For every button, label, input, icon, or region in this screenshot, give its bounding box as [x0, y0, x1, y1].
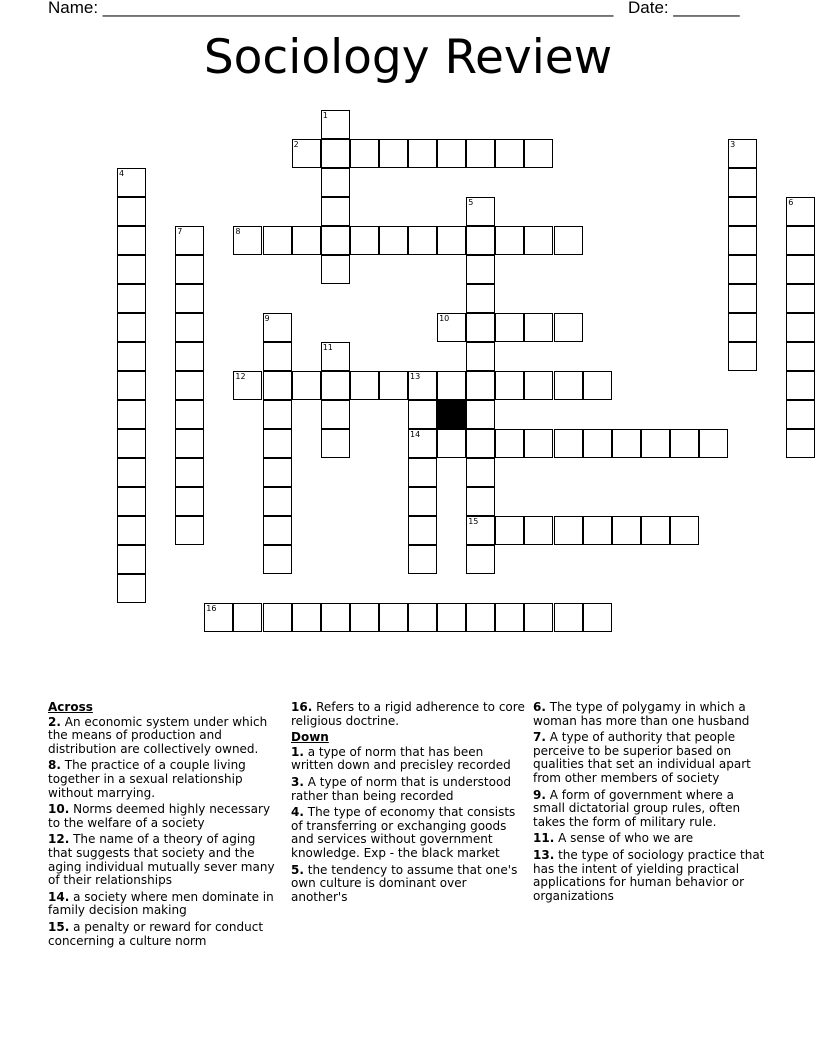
grid-cell[interactable] — [117, 574, 146, 603]
down-clue — [533, 789, 768, 830]
clue-text: Refers to a rigid adherence to core religious doctrine. — [291, 700, 525, 728]
grid-cell[interactable] — [408, 400, 437, 429]
grid-cell[interactable] — [641, 516, 670, 545]
clue-text: The name of a theory of aging that suggests that society and the aging individual mutually sever many of their relationships — [48, 832, 275, 888]
clue-number: 5 — [468, 198, 474, 207]
grid-cell[interactable] — [524, 429, 553, 458]
clue-num: 10. — [48, 802, 70, 817]
puzzle-title: Sociology Review — [203, 30, 613, 85]
grid-cell[interactable] — [408, 139, 437, 168]
grid-cell[interactable] — [786, 313, 815, 342]
grid-cell[interactable] — [437, 429, 466, 458]
clue-number: 16 — [206, 604, 217, 613]
clue-number: 4 — [119, 169, 125, 178]
grid-cell[interactable] — [670, 516, 699, 545]
grid-cell[interactable] — [466, 545, 495, 574]
clue-text: A form of government where a small dictatorial group rules, often takes the form of military rule. — [533, 787, 741, 829]
grid-cell[interactable] — [728, 168, 757, 197]
grid-cell[interactable] — [321, 226, 350, 255]
clue-num: 3. — [291, 774, 304, 789]
clue-number: 12 — [235, 372, 246, 381]
grid-cell[interactable] — [786, 226, 815, 255]
clue-text: the tendency to assume that one's own culture is dominant over another's — [291, 862, 518, 904]
grid-cell[interactable] — [117, 516, 146, 545]
grid-cell[interactable] — [495, 603, 524, 632]
grid-cell[interactable] — [495, 139, 524, 168]
grid-cell[interactable] — [117, 487, 146, 516]
grid-cell[interactable] — [466, 197, 495, 226]
grid-cell[interactable] — [233, 226, 262, 255]
clue-text: the type of sociology practice that has the intent of yielding practical applications for human behavior or organizations — [533, 847, 765, 903]
grid-cell[interactable] — [175, 400, 204, 429]
grid-cell[interactable] — [524, 371, 553, 400]
grid-cell[interactable] — [379, 139, 408, 168]
across-clue — [48, 803, 283, 830]
grid-cell[interactable] — [263, 516, 292, 545]
grid-cell[interactable] — [437, 226, 466, 255]
across-clue — [291, 701, 526, 728]
clue-number: 13 — [410, 372, 421, 381]
grid-cell[interactable] — [263, 603, 292, 632]
clue-num: 15. — [48, 919, 70, 934]
grid-cell[interactable] — [612, 429, 641, 458]
grid-cell[interactable] — [786, 342, 815, 371]
clue-column-1 — [48, 701, 283, 951]
grid-cell[interactable] — [117, 342, 146, 371]
grid-cell[interactable] — [263, 313, 292, 342]
clue-text: The type of economy that consists of transferring or exchanging goods and services without government knowledge. Exp - the black market — [291, 805, 516, 860]
grid-cell[interactable] — [350, 603, 379, 632]
name-field[interactable]: Name: ______________________________________________________ — [48, 0, 614, 17]
grid-cell[interactable] — [786, 429, 815, 458]
grid-cell[interactable] — [728, 313, 757, 342]
grid-cell[interactable] — [554, 226, 583, 255]
down-clue — [533, 731, 768, 785]
grid-cell[interactable] — [495, 313, 524, 342]
grid-cell[interactable] — [321, 110, 350, 139]
grid-cell[interactable] — [321, 371, 350, 400]
grid-cell[interactable] — [466, 603, 495, 632]
grid-cell[interactable] — [175, 458, 204, 487]
grid-cell[interactable] — [554, 516, 583, 545]
grid-cell[interactable] — [466, 487, 495, 516]
grid-cell[interactable] — [612, 516, 641, 545]
grid-cell[interactable] — [408, 458, 437, 487]
grid-cell[interactable] — [233, 603, 262, 632]
grid-cell[interactable] — [321, 342, 350, 371]
across-heading: Across — [48, 700, 93, 714]
grid-cell[interactable] — [117, 458, 146, 487]
grid-cell[interactable] — [699, 429, 728, 458]
grid-cell[interactable] — [495, 429, 524, 458]
clue-number: 14 — [410, 430, 421, 439]
grid-cell[interactable] — [350, 139, 379, 168]
grid-cell[interactable] — [728, 284, 757, 313]
grid-cell[interactable] — [117, 400, 146, 429]
grid-cell[interactable] — [175, 255, 204, 284]
blocked-cell — [437, 400, 466, 429]
grid-cell[interactable] — [263, 458, 292, 487]
grid-cell[interactable] — [583, 603, 612, 632]
grid-cell[interactable] — [466, 313, 495, 342]
grid-cell[interactable] — [583, 371, 612, 400]
grid-cell[interactable] — [175, 342, 204, 371]
grid-cell[interactable] — [350, 226, 379, 255]
grid-cell[interactable] — [175, 516, 204, 545]
grid-cell[interactable] — [583, 516, 612, 545]
clue-num: 12. — [48, 832, 70, 847]
grid-cell[interactable] — [728, 255, 757, 284]
grid-cell[interactable] — [786, 284, 815, 313]
clue-number: 3 — [730, 140, 736, 149]
grid-cell[interactable] — [321, 255, 350, 284]
clue-text: The practice of a couple living together in a sexual relationship without marrying. — [48, 758, 246, 800]
grid-cell[interactable] — [204, 603, 233, 632]
clue-text: a type of norm that has been written down and precisley recorded — [291, 744, 511, 773]
grid-cell[interactable] — [466, 139, 495, 168]
grid-cell[interactable] — [466, 284, 495, 313]
clue-num: 13. — [533, 847, 555, 862]
grid-cell[interactable] — [554, 603, 583, 632]
grid-cell[interactable] — [524, 313, 553, 342]
grid-cell[interactable] — [263, 371, 292, 400]
grid-cell[interactable] — [175, 429, 204, 458]
clue-num: 1. — [291, 744, 304, 759]
clue-num: 16. — [291, 700, 313, 714]
grid-cell[interactable] — [117, 197, 146, 226]
grid-cell[interactable] — [175, 313, 204, 342]
clue-num: 8. — [48, 758, 61, 773]
grid-cell[interactable] — [466, 400, 495, 429]
clue-num: 9. — [533, 787, 546, 802]
grid-cell[interactable] — [292, 603, 321, 632]
clue-text: a penalty or reward for conduct concerning a culture norm — [48, 919, 264, 948]
grid-cell[interactable] — [728, 226, 757, 255]
grid-cell[interactable] — [292, 226, 321, 255]
grid-cell[interactable] — [175, 487, 204, 516]
clue-num: 2. — [48, 714, 61, 729]
clue-num: 5. — [291, 862, 304, 877]
down-clue — [291, 806, 526, 860]
grid-cell[interactable] — [554, 313, 583, 342]
grid-cell[interactable] — [554, 429, 583, 458]
grid-cell[interactable] — [466, 255, 495, 284]
grid-cell[interactable] — [437, 371, 466, 400]
clue-number: 2 — [293, 140, 299, 149]
clue-num: 4. — [291, 805, 304, 820]
grid-cell[interactable] — [408, 603, 437, 632]
grid-cell[interactable] — [495, 516, 524, 545]
grid-cell[interactable] — [524, 139, 553, 168]
clue-num: 6. — [533, 700, 546, 714]
across-clue — [48, 759, 283, 800]
grid-cell[interactable] — [524, 603, 553, 632]
grid-cell[interactable] — [350, 371, 379, 400]
clue-number: 9 — [264, 314, 270, 323]
across-clue — [48, 891, 283, 918]
down-clue — [291, 776, 526, 803]
grid-cell[interactable] — [583, 429, 612, 458]
grid-cell[interactable] — [292, 371, 321, 400]
date-field[interactable]: Date: _______ — [628, 0, 740, 17]
grid-cell[interactable] — [117, 545, 146, 574]
grid-cell[interactable] — [263, 487, 292, 516]
down-heading: Down — [291, 730, 329, 745]
grid-cell[interactable] — [321, 603, 350, 632]
down-clue — [533, 701, 768, 728]
grid-cell[interactable] — [408, 487, 437, 516]
grid-cell[interactable] — [321, 400, 350, 429]
grid-cell[interactable] — [263, 400, 292, 429]
grid-cell[interactable] — [379, 371, 408, 400]
clue-number: 15 — [468, 517, 479, 526]
grid-cell[interactable] — [117, 284, 146, 313]
clue-text: A type of authority that people perceive to be superior based on qualities that set an individual apart from other members of society — [533, 730, 751, 785]
grid-cell[interactable] — [728, 197, 757, 226]
grid-cell[interactable] — [408, 516, 437, 545]
grid-cell[interactable] — [263, 429, 292, 458]
grid-cell[interactable] — [554, 371, 583, 400]
clue-number: 11 — [322, 343, 333, 352]
grid-cell[interactable] — [175, 371, 204, 400]
clue-text: Norms deemed highly necessary to the welfare of a society — [48, 802, 271, 830]
clue-number: 1 — [322, 111, 328, 120]
grid-cell[interactable] — [321, 168, 350, 197]
grid-cell[interactable] — [379, 226, 408, 255]
across-clue — [48, 716, 283, 757]
across-clue — [48, 921, 283, 948]
across-clue — [48, 833, 283, 887]
clue-text: An economic system under which the means of production and distribution are collectively owned. — [48, 714, 268, 756]
grid-cell[interactable] — [466, 458, 495, 487]
grid-cell[interactable] — [728, 139, 757, 168]
grid-cell[interactable] — [786, 400, 815, 429]
grid-cell[interactable] — [175, 226, 204, 255]
down-clue — [291, 864, 526, 905]
grid-cell[interactable] — [495, 371, 524, 400]
clue-text: The type of polygamy in which a woman has more than one husband — [533, 700, 750, 728]
grid-cell[interactable] — [641, 429, 670, 458]
grid-cell[interactable] — [408, 429, 437, 458]
clue-num: 14. — [48, 889, 70, 904]
clue-number: 10 — [439, 314, 450, 323]
down-clue — [291, 746, 526, 773]
grid-cell[interactable] — [117, 255, 146, 284]
grid-cell[interactable] — [466, 371, 495, 400]
grid-cell[interactable] — [437, 139, 466, 168]
grid-cell[interactable] — [292, 139, 321, 168]
clue-text: A sense of who we are — [558, 831, 694, 846]
grid-cell[interactable] — [437, 603, 466, 632]
clue-text: a society where men dominate in family decision making — [48, 889, 274, 918]
grid-cell[interactable] — [379, 603, 408, 632]
grid-cell[interactable] — [321, 197, 350, 226]
clue-text: A type of norm that is understood rather than being recorded — [291, 774, 511, 803]
grid-cell[interactable] — [321, 429, 350, 458]
grid-cell[interactable] — [408, 371, 437, 400]
down-clue — [533, 832, 768, 846]
grid-cell[interactable] — [117, 313, 146, 342]
grid-cell[interactable] — [524, 516, 553, 545]
grid-cell[interactable] — [524, 226, 553, 255]
down-clue — [533, 849, 768, 903]
clue-number: 6 — [788, 198, 794, 207]
clue-number: 8 — [235, 227, 241, 236]
grid-cell[interactable] — [786, 255, 815, 284]
grid-cell[interactable] — [466, 516, 495, 545]
grid-cell[interactable] — [263, 545, 292, 574]
grid-cell[interactable] — [233, 371, 262, 400]
grid-cell[interactable] — [466, 226, 495, 255]
grid-cell[interactable] — [117, 226, 146, 255]
grid-cell[interactable] — [466, 429, 495, 458]
grid-cell[interactable] — [408, 545, 437, 574]
grid-cell[interactable] — [117, 429, 146, 458]
clue-column-3 — [533, 701, 768, 906]
clue-num: 7. — [533, 730, 546, 745]
grid-cell[interactable] — [728, 342, 757, 371]
grid-cell[interactable] — [321, 139, 350, 168]
clue-column-2 — [291, 701, 526, 907]
grid-cell[interactable] — [786, 371, 815, 400]
clue-number: 7 — [177, 227, 183, 236]
grid-cell[interactable] — [263, 342, 292, 371]
grid-cell[interactable] — [786, 197, 815, 226]
grid-cell[interactable] — [437, 313, 466, 342]
grid-cell[interactable] — [495, 226, 524, 255]
grid-cell[interactable] — [408, 226, 437, 255]
grid-cell[interactable] — [263, 226, 292, 255]
grid-cell[interactable] — [117, 371, 146, 400]
grid-cell[interactable] — [670, 429, 699, 458]
clue-num: 11. — [533, 831, 555, 846]
grid-cell[interactable] — [466, 342, 495, 371]
grid-cell[interactable] — [117, 168, 146, 197]
grid-cell[interactable] — [175, 284, 204, 313]
